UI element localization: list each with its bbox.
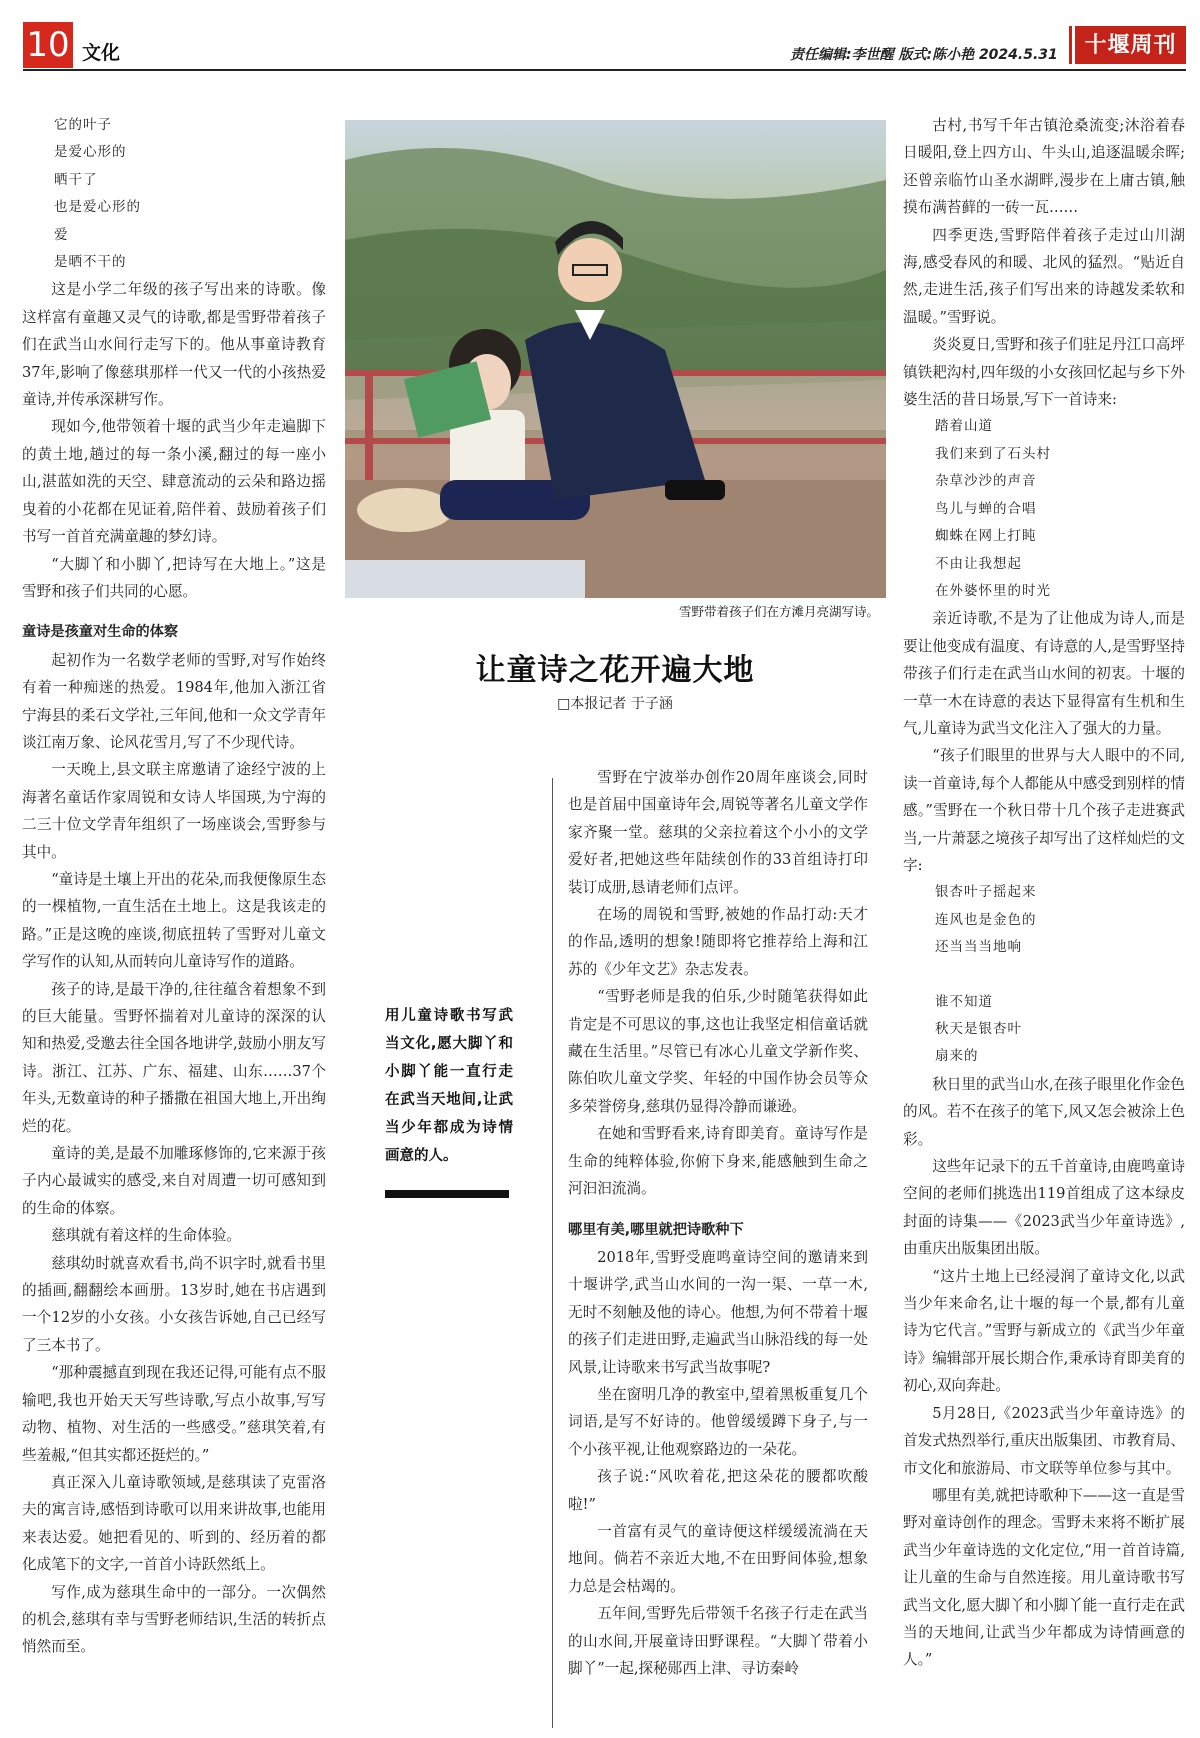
poem-line: 还当当当地响 (935, 939, 1022, 956)
paragraph: 在她和雪野看来,诗育即美育。童诗写作是生命的纯粹体验,你俯下身来,能感触到生命之河汩汩流淌。 (568, 1125, 868, 1198)
paragraph: 一首富有灵气的童诗便这样缓缓流淌在天地间。倘若不亲近大地,不在田野间体验,想象力总是会枯竭的。 (568, 1522, 868, 1595)
paragraph: 四季更迭,雪野陪伴着孩子走过山川湖海,感受春风的和暖、北风的猛烈。“贴近自然,走进生活,孩子们写出来的诗越发柔软和温暖。”雪野说。 (903, 226, 1185, 326)
article-title: 让童诗之花开遍大地 (475, 653, 755, 688)
paragraph-group (903, 605, 1185, 879)
page-header (0, 0, 1200, 72)
poem-line: 秋天是银杏叶 (935, 1021, 1022, 1037)
editor-credits: 责任编辑:李世醒 版式:陈小艳 2024.5.31 (790, 47, 1058, 63)
paragraph: 亲近诗歌,不是为了让他成为诗人,而是要让他变成有温度、有诗意的人,是雪野坚持带孩子们行走在武当山水间的初衷。十堰的一草一木在诗意的表达下显得富有生机和生气,儿童诗为武当文化注入了强大的力量。 (903, 610, 1185, 737)
poem-block (903, 413, 1185, 605)
column-divider (552, 778, 553, 1728)
poem-line: 鸟儿与蝉的合唱 (935, 500, 1037, 517)
paragraph: 五年间,雪野先后带领千名孩子行走在武当的山水间,开展童诗田野课程。“大脚丫带着小脚丫”一起,探秘郧西上津、寻访秦岭 (568, 1605, 868, 1677)
paragraph: 雪野在宁波举办创作20周年座谈会,同时也是首届中国童诗年会,周锐等著名儿童文学作家齐聚一堂。慈琪的父亲拉着这个小小的文学爱好者,把她这些年陆续创作的33首组诗打印装订成册,恳请老师们点评。 (568, 769, 868, 896)
subheading: 童诗是孩童对生命的体察 (22, 624, 179, 641)
poem-line: 连风也是金色的 (935, 911, 1037, 928)
paragraph: 这是小学二年级的孩子写出来的诗歌。像这样富有童趣又灵气的诗歌,都是雪野带着孩子们在武当山水间行走写下的。他从事童诗教育37年,影响了像慈琪那样一代又一代的小孩热爱童诗,并传承深耕写作。 (22, 281, 326, 409)
paragraph: 5月28日,《2023武当少年童诗选》的首发式热烈举行,重庆出版集团、市教育局、市文化和旅游局、市文联等单位参与其中。 (903, 1404, 1185, 1477)
paragraph: 哪里有美,就把诗歌种下——这一直是雪野对童诗创作的理念。雪野未来将不断扩展武当少年童诗选的文化定位,“用一首首诗篇,让儿童的生命与自然连接。用儿童诗歌书写武当文化,愿大脚丫和小脚丫能一直行走在武当的天地间,让武当少年都成为诗情画意的人。” (903, 1486, 1185, 1669)
paragraph: “孩子们眼里的世界与大人眼中的不同,读一首童诗,每个人都能从中感受到别样的情感。”雪野在一个秋日带十几个孩子走进赛武当,一片萧瑟之境孩子却写出了这样灿烂的文字: (903, 747, 1185, 874)
poem-line: 蜘蛛在网上打盹 (935, 528, 1037, 545)
paragraph: “雪野老师是我的伯乐,少时随笔获得如此肯定是不可思议的事,这也让我坚定相信童话就藏在生活里。”尽管已有冰心儿童文学新作奖、陈伯吹儿童文学奖、年轻的中国作协会员等众多荣誉傍身,慈琪仍显得冷静而谦逊。 (568, 988, 868, 1115)
poem-line: 是爱心形的 (54, 144, 127, 161)
poem-block (903, 989, 1185, 1071)
paragraph: 炎炎夏日,雪野和孩子们驻足丹江口高坪镇铁耙沟村,四年级的小女孩回忆起与乡下外婆生活的昔日场景,写下一首诗来: (903, 336, 1185, 409)
poem-line: 杂草沙沙的声音 (935, 473, 1037, 490)
poem-block (22, 112, 326, 276)
poem-line: 银杏叶子摇起来 (935, 884, 1037, 901)
paragraph: “童诗是土壤上开出的花朵,而我便像原生态的一棵植物,一直生活在土地上。这是我该走的路。”正是这晚的座谈,彻底扭转了雪野对儿童文学写作的认知,从而转向儿童诗写作的道路。 (22, 870, 326, 971)
byline: □本报记者 于子涵 (557, 696, 673, 712)
poem-block (903, 879, 1185, 961)
paragraph-group (903, 112, 1185, 413)
photo-illustration (345, 120, 886, 598)
paragraph: 孩子说:“风吹着花,把这朵花的腰都吹酸啦!” (568, 1468, 868, 1513)
paragraph-group (568, 1244, 868, 1683)
poem-line: 晒干了 (54, 171, 98, 188)
poem-line: 不由让我想起 (935, 555, 1022, 572)
pull-quote-bar (385, 1190, 509, 1198)
paragraph-group (22, 276, 326, 605)
paragraph-group (903, 1071, 1185, 1674)
pull-quote: 用儿童诗歌书写武当文化,愿大脚丫和小脚丫能一直行走在武当天地间,让武当少年都成为诗情画意的人。 (385, 1008, 513, 1164)
poem-line: 扇来的 (935, 1048, 979, 1065)
paragraph-group (22, 647, 326, 1661)
paragraph: 慈琪幼时就喜欢看书,尚不识字时,就看书里的插画,翻翻绘本画册。13岁时,她在书店遇到一个12岁的小女孩。小女孩告诉她,自己已经写了三本书了。 (22, 1254, 326, 1354)
column-1 (22, 112, 326, 1661)
paragraph: 在场的周锐和雪野,被她的作品打动:天才的作品,透明的想象!随即将它推荐给上海和江苏的《少年文艺》杂志发表。 (568, 906, 868, 978)
paragraph: 秋日里的武当山水,在孩子眼里化作金色的风。若不在孩子的笔下,风又怎会被涂上色彩。 (903, 1075, 1185, 1148)
column-4 (903, 112, 1185, 1674)
paragraph: “这片土地上已经浸润了童诗文化,以武当少年来命名,让十堰的每一个景,都有儿童诗为它代言。”雪野与新成立的《武当少年童诗》编辑部开展长期合作,秉承诗育即美育的初心,双向奔赴。 (903, 1267, 1185, 1395)
paragraph: 一天晚上,县文联主席邀请了途经宁波的上海著名童话作家周锐和女诗人毕国瑛,为宁海的二三十位文学青年组织了一场座谈会,雪野参与其中。 (22, 761, 326, 861)
photo-caption: 雪野带着孩子们在方滩月亮湖写诗。 (678, 604, 879, 619)
paragraph: 童诗的美,是最不加雕琢修饰的,它来源于孩子内心最诚实的感受,来自对周遭一切可感知到的生命的体察。 (22, 1145, 326, 1217)
masthead-logo: 十堰周刊 (1075, 26, 1186, 64)
poem-line: 我们来到了石头村 (935, 445, 1051, 462)
poem-line: 在外婆怀里的时光 (935, 582, 1051, 599)
poem-line: 也是爱心形的 (54, 199, 141, 216)
feature-photo (345, 120, 886, 598)
paragraph-group (568, 764, 868, 1203)
paragraph: 坐在窗明几净的教室中,望着黑板重复几个词语,是写不好诗的。他曾缓缓蹲下身子,与一个小孩平视,让他观察路边的一朵花。 (568, 1385, 868, 1458)
paragraph: 孩子的诗,是最干净的,往往蕴含着想象不到的巨大能量。雪野怀揣着对儿童诗的深深的认知和热爱,受邀去往全国各地讲学,鼓励小朋友写诗。浙江、江苏、广东、福建、山东……37个年头,无数童诗的种子播撒在祖国大地上,开出绚烂的花。 (22, 980, 326, 1135)
section-title: 文化 (82, 42, 121, 64)
paragraph: 这些年记录下的五千首童诗,由鹿鸣童诗空间的老师们挑选出119首组成了这本绿皮封面的诗集——《2023武当少年童诗选》,由重庆出版集团出版。 (903, 1158, 1185, 1258)
paragraph: 慈琪就有着这样的生命体验。 (51, 1227, 241, 1245)
subheading: 哪里有美,哪里就把诗歌种下 (568, 1221, 744, 1238)
paragraph: 古村,书写千年古镇沧桑流变;沐浴着春日暖阳,登上四方山、牛头山,追逐温暖余晖;还曾亲临竹山圣水湖畔,漫步在上庸古镇,触摸布满苔藓的一砖一瓦…… (903, 117, 1185, 217)
paragraph: 写作,成为慈琪生命中的一部分。一次偶然的机会,慈琪有幸与雪野老师结识,生活的转折点悄然而至。 (22, 1583, 326, 1656)
paragraph: 真正深入儿童诗歌领域,是慈琪读了克雷洛夫的寓言诗,感悟到诗歌可以用来讲故事,也能用来表达爱。她把看见的、听到的、经历着的都化成笔下的文字,一首首小诗跃然纸上。 (22, 1473, 326, 1574)
page-number: 10 (23, 22, 73, 68)
poem-line: 踏着山道 (935, 418, 993, 435)
paragraph: 现如今,他带领着十堰的武当少年走遍脚下的黄土地,趟过的每一条小溪,翻过的每一座小山,湛蓝如洗的天空、肆意流动的云朵和路边摇曳着的小花都在见证着,陪伴着、鼓励着孩子们书写一首首充满童趣的梦幻诗。 (22, 418, 326, 546)
column-3 (568, 764, 868, 1682)
poem-spacer (903, 962, 1185, 989)
poem-line: 是晒不干的 (54, 254, 127, 271)
paragraph: “那种震撼直到现在我还记得,可能有点不服输吧,我也开始天天写些诗歌,写点小故事,写写动物、植物、对生活的一些感受。”慈琪笑着,有些羞赧,“但其实都还挺烂的。” (22, 1364, 326, 1464)
paragraph: “大脚丫和小脚丫,把诗写在大地上。”这是雪野和孩子们共同的心愿。 (22, 555, 326, 600)
paragraph: 2018年,雪野受鹿鸣童诗空间的邀请来到十堰讲学,武当山水间的一沟一渠、一草一木,无时不刻触及他的诗心。他想,为何不带着十堰的孩子们走进田野,走遍武当山脉沿线的每一处风景,让诗歌来书写武当故事呢? (568, 1248, 868, 1376)
header-rule (23, 69, 1186, 71)
paragraph: 起初作为一名数学老师的雪野,对写作始终有着一种痴迷的热爱。1984年,他加入浙江省宁海县的柔石文学社,三年间,他和一众文学青年谈江南万象、论风花雪月,写了不少现代诗。 (22, 651, 326, 751)
poem-line: 它的叶子 (54, 117, 112, 133)
poem-line: 爱 (54, 226, 69, 243)
poem-line: 谁不知道 (935, 993, 993, 1010)
